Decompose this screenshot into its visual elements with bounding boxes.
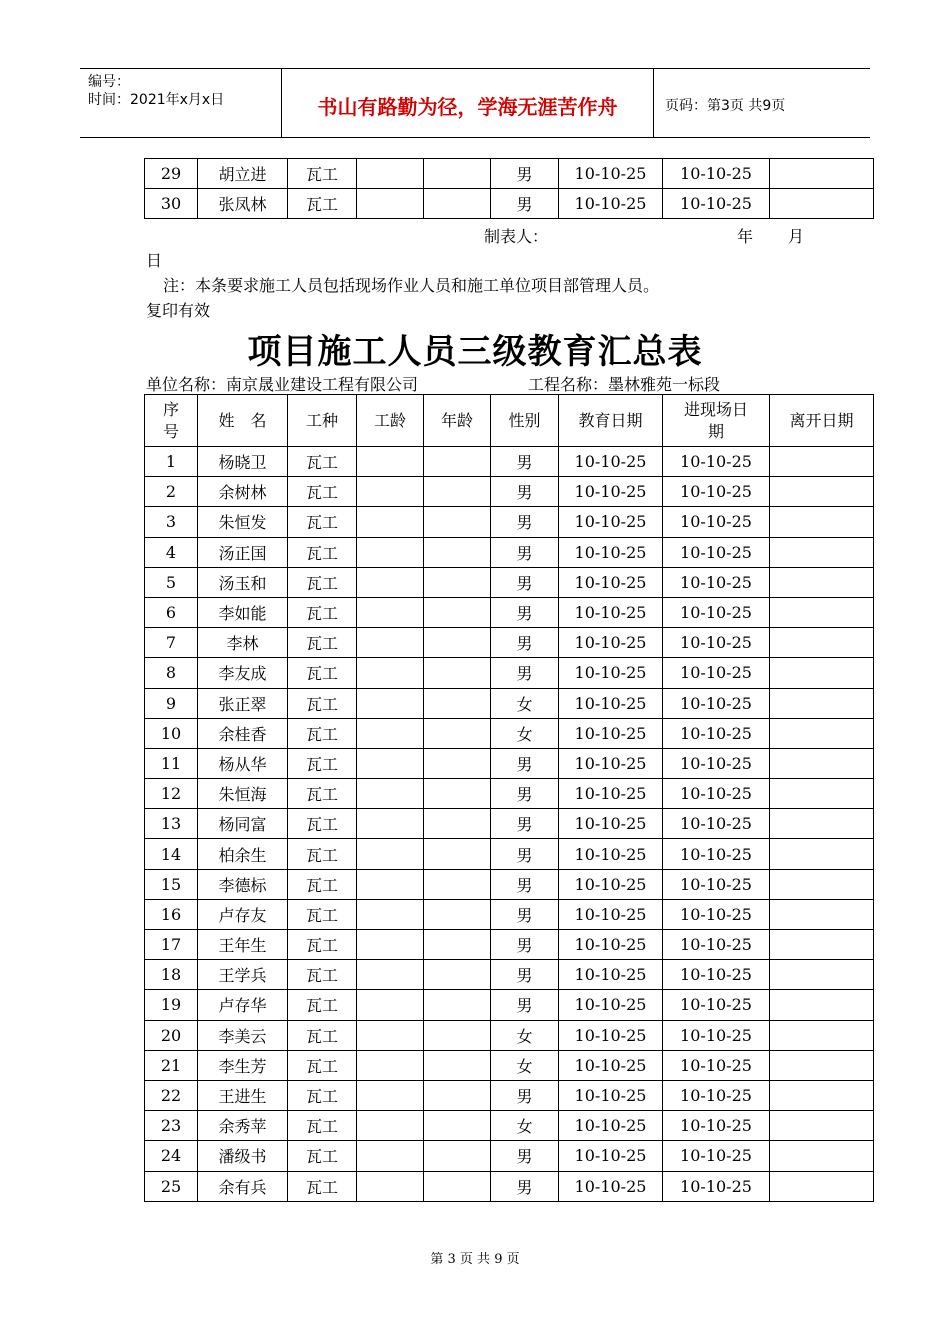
table-cell — [357, 688, 424, 718]
table-cell: 10-10-25 — [559, 628, 663, 658]
table-cell: 10-10-25 — [663, 960, 770, 990]
table-cell: 瓦工 — [288, 990, 357, 1020]
table-cell: 瓦工 — [288, 1171, 357, 1201]
table-cell: 男 — [491, 869, 559, 899]
table-cell: 10-10-25 — [559, 718, 663, 748]
table-cell: 朱恒发 — [198, 507, 288, 537]
table-cell: 男 — [491, 537, 559, 567]
table-cell: 男 — [491, 899, 559, 929]
table-cell: 男 — [491, 1171, 559, 1201]
column-header: 进现场日期 — [663, 395, 770, 447]
table-cell: 17 — [145, 930, 198, 960]
table-cell — [770, 159, 874, 189]
table-cell: 瓦工 — [288, 159, 357, 189]
table-cell: 10-10-25 — [559, 779, 663, 809]
column-header: 年龄 — [424, 395, 491, 447]
table-cell: 男 — [491, 658, 559, 688]
table-cell: 10-10-25 — [663, 1020, 770, 1050]
table-cell: 10-10-25 — [663, 597, 770, 627]
table-cell: 16 — [145, 899, 198, 929]
table-cell: 瓦工 — [288, 1050, 357, 1080]
table-cell: 10-10-25 — [559, 1171, 663, 1201]
table-cell — [424, 1141, 491, 1171]
table-cell — [424, 1171, 491, 1201]
table-cell — [424, 537, 491, 567]
table-cell: 男 — [491, 507, 559, 537]
table-row — [145, 688, 874, 718]
table-cell: 瓦工 — [288, 899, 357, 929]
table-cell — [424, 990, 491, 1020]
table-cell: 10-10-25 — [559, 930, 663, 960]
table-cell — [357, 1080, 424, 1110]
table-cell — [424, 507, 491, 537]
table-cell — [424, 930, 491, 960]
table-row — [145, 718, 874, 748]
table-cell: 瓦工 — [288, 628, 357, 658]
table-row — [145, 658, 874, 688]
table-cell: 10-10-25 — [663, 839, 770, 869]
table-row — [145, 809, 874, 839]
table-row — [145, 1020, 874, 1050]
table-cell — [770, 567, 874, 597]
table-cell: 李美云 — [198, 1020, 288, 1050]
table-cell: 瓦工 — [288, 930, 357, 960]
table-cell: 李林 — [198, 628, 288, 658]
table-cell: 瓦工 — [288, 839, 357, 869]
education-summary-table — [144, 394, 874, 1202]
table-cell: 10-10-25 — [663, 1111, 770, 1141]
table-cell: 29 — [145, 159, 198, 189]
page-header — [80, 68, 870, 138]
table-cell: 10-10-25 — [663, 930, 770, 960]
table-cell: 10-10-25 — [559, 869, 663, 899]
table-cell — [357, 567, 424, 597]
project-name: 工程名称：墨林雅苑一标段 — [528, 375, 721, 394]
column-header: 性别 — [491, 395, 559, 447]
table-cell: 男 — [491, 567, 559, 597]
header-page-number: 页码：第3页 共9页 — [665, 98, 786, 114]
table-cell: 23 — [145, 1111, 198, 1141]
table-cell: 10-10-25 — [559, 567, 663, 597]
table-cell: 10-10-25 — [559, 809, 663, 839]
column-header: 离开日期 — [770, 395, 874, 447]
table-cell: 李德标 — [198, 869, 288, 899]
table-cell — [357, 930, 424, 960]
table-row — [145, 899, 874, 929]
table-cell: 10-10-25 — [559, 1050, 663, 1080]
table-cell: 瓦工 — [288, 1111, 357, 1141]
table-cell: 3 — [145, 507, 198, 537]
table-row — [145, 507, 874, 537]
table-cell: 10-10-25 — [559, 899, 663, 929]
table-cell — [357, 990, 424, 1020]
table-cell — [357, 718, 424, 748]
table-cell: 10-10-25 — [663, 869, 770, 899]
column-header: 教育日期 — [559, 395, 663, 447]
table-cell: 6 — [145, 597, 198, 627]
table-cell: 瓦工 — [288, 779, 357, 809]
table-row — [145, 1141, 874, 1171]
table-cell: 10-10-25 — [559, 159, 663, 189]
table-cell — [424, 1050, 491, 1080]
table-cell — [770, 447, 874, 477]
table-cell — [357, 477, 424, 507]
table-cell — [357, 869, 424, 899]
table-cell: 朱恒海 — [198, 779, 288, 809]
table-cell — [424, 658, 491, 688]
table-row — [145, 990, 874, 1020]
table-cell: 19 — [145, 990, 198, 1020]
table-cell — [424, 899, 491, 929]
table-cell: 潘级书 — [198, 1141, 288, 1171]
preparer-label: 制表人： — [484, 227, 549, 246]
table-cell — [770, 899, 874, 929]
table-cell — [770, 779, 874, 809]
table-cell: 瓦工 — [288, 960, 357, 990]
table-cell — [770, 477, 874, 507]
table-cell: 杨晓卫 — [198, 447, 288, 477]
table-cell: 男 — [491, 748, 559, 778]
table-cell: 王学兵 — [198, 960, 288, 990]
table-header-row — [145, 395, 874, 447]
table-cell — [424, 718, 491, 748]
table-row — [145, 869, 874, 899]
table-cell: 余秀苹 — [198, 1111, 288, 1141]
table-cell: 22 — [145, 1080, 198, 1110]
table-cell: 10-10-25 — [663, 507, 770, 537]
table-cell: 汤正国 — [198, 537, 288, 567]
table-row — [145, 447, 874, 477]
table-cell: 25 — [145, 1171, 198, 1201]
table-cell: 10-10-25 — [663, 1050, 770, 1080]
table-row — [145, 597, 874, 627]
table-cell: 10-10-25 — [559, 748, 663, 778]
table-cell: 男 — [491, 477, 559, 507]
table-cell — [357, 628, 424, 658]
table-cell — [357, 809, 424, 839]
table-row — [145, 960, 874, 990]
table-cell — [424, 960, 491, 990]
table-cell: 30 — [145, 189, 198, 219]
table-cell — [357, 597, 424, 627]
table-cell: 10-10-25 — [663, 1080, 770, 1110]
table-cell — [770, 990, 874, 1020]
table-row — [145, 1080, 874, 1110]
table-cell: 杨同富 — [198, 809, 288, 839]
table-row — [145, 1111, 874, 1141]
table-cell: 11 — [145, 748, 198, 778]
table-cell — [357, 507, 424, 537]
table-cell: 20 — [145, 1020, 198, 1050]
table-cell: 10-10-25 — [559, 507, 663, 537]
table-cell — [770, 718, 874, 748]
table-cell — [770, 189, 874, 219]
table-cell: 10-10-25 — [663, 658, 770, 688]
table-row — [145, 779, 874, 809]
table-row — [145, 930, 874, 960]
header-meta — [80, 69, 282, 137]
table-cell — [770, 930, 874, 960]
table-cell: 张正翠 — [198, 688, 288, 718]
table-cell: 女 — [491, 1111, 559, 1141]
table-cell — [424, 189, 491, 219]
table-cell: 男 — [491, 779, 559, 809]
table-cell — [357, 537, 424, 567]
table-cell: 10-10-25 — [663, 447, 770, 477]
table-cell: 1 — [145, 447, 198, 477]
table-cell — [770, 1171, 874, 1201]
table-cell: 10-10-25 — [559, 447, 663, 477]
table-cell — [424, 839, 491, 869]
table-cell: 10-10-25 — [663, 628, 770, 658]
header-motto: 书山有路勤为径，学海无涯苦作舟 — [282, 69, 654, 137]
table-cell: 女 — [491, 1050, 559, 1080]
table-cell: 瓦工 — [288, 189, 357, 219]
table-cell — [357, 779, 424, 809]
table-cell: 瓦工 — [288, 597, 357, 627]
preparer-day: 日 — [146, 251, 163, 270]
column-header: 工种 — [288, 395, 357, 447]
table-cell: 10-10-25 — [559, 537, 663, 567]
table-cell — [357, 1050, 424, 1080]
document-time: 时间：2021年x月x日 — [88, 92, 225, 108]
table-cell: 10-10-25 — [663, 779, 770, 809]
table-cell: 15 — [145, 869, 198, 899]
continuation-table — [144, 158, 874, 219]
table-cell — [770, 628, 874, 658]
table-cell — [770, 839, 874, 869]
table-cell — [770, 748, 874, 778]
column-header: 序号 — [145, 395, 198, 447]
table-cell: 王年生 — [198, 930, 288, 960]
table-row — [145, 1171, 874, 1201]
table-cell: 男 — [491, 839, 559, 869]
table-cell: 张凤林 — [198, 189, 288, 219]
table-cell: 10-10-25 — [559, 1080, 663, 1110]
table-cell: 10-10-25 — [663, 1171, 770, 1201]
table-cell — [424, 159, 491, 189]
table-cell: 余桂香 — [198, 718, 288, 748]
table-cell — [424, 567, 491, 597]
table-cell: 10-10-25 — [663, 990, 770, 1020]
table-cell: 8 — [145, 658, 198, 688]
table-cell: 10-10-25 — [663, 567, 770, 597]
table-cell: 瓦工 — [288, 748, 357, 778]
table-cell: 10-10-25 — [559, 990, 663, 1020]
table-cell: 10-10-25 — [559, 1141, 663, 1171]
table-cell — [357, 1141, 424, 1171]
table-cell — [424, 1020, 491, 1050]
table-cell — [770, 537, 874, 567]
table-cell — [770, 960, 874, 990]
table-cell: 卢存华 — [198, 990, 288, 1020]
table-cell: 10-10-25 — [663, 537, 770, 567]
page-footer: 第 3 页 共 9 页 — [430, 1252, 520, 1267]
table-cell: 男 — [491, 990, 559, 1020]
table-cell: 瓦工 — [288, 658, 357, 688]
table-cell — [424, 628, 491, 658]
table-cell: 10-10-25 — [559, 839, 663, 869]
table-cell: 女 — [491, 688, 559, 718]
table-row — [145, 839, 874, 869]
table-cell: 男 — [491, 960, 559, 990]
table-cell: 10-10-25 — [559, 688, 663, 718]
table-cell: 男 — [491, 189, 559, 219]
table-cell — [357, 1111, 424, 1141]
table-cell: 瓦工 — [288, 1141, 357, 1171]
note-text: 注：本条要求施工人员包括现场作业人员和施工单位项目部管理人员。 — [163, 276, 660, 295]
table-cell: 杨从华 — [198, 748, 288, 778]
table-cell: 男 — [491, 159, 559, 189]
table-cell: 余有兵 — [198, 1171, 288, 1201]
table-cell — [424, 477, 491, 507]
table-cell: 10-10-25 — [663, 809, 770, 839]
table-cell — [770, 658, 874, 688]
table-cell: 10-10-25 — [663, 189, 770, 219]
table-cell: 12 — [145, 779, 198, 809]
table-cell: 男 — [491, 930, 559, 960]
table-cell: 王进生 — [198, 1080, 288, 1110]
table-cell: 瓦工 — [288, 507, 357, 537]
table-cell: 24 — [145, 1141, 198, 1171]
table-cell: 10-10-25 — [663, 718, 770, 748]
table-cell — [424, 779, 491, 809]
table-cell: 胡立进 — [198, 159, 288, 189]
table-cell — [357, 1020, 424, 1050]
table-cell: 10-10-25 — [559, 1020, 663, 1050]
table-cell: 男 — [491, 597, 559, 627]
table-cell: 10-10-25 — [663, 477, 770, 507]
table-cell — [424, 1080, 491, 1110]
table-cell: 瓦工 — [288, 718, 357, 748]
table-cell — [770, 507, 874, 537]
table-cell — [357, 839, 424, 869]
table-cell — [357, 899, 424, 929]
table-cell: 瓦工 — [288, 1080, 357, 1110]
table-cell: 男 — [491, 1141, 559, 1171]
table-cell: 瓦工 — [288, 477, 357, 507]
preparer-month: 月 — [788, 227, 805, 246]
table-cell: 7 — [145, 628, 198, 658]
table-cell: 余树林 — [198, 477, 288, 507]
table-row — [145, 537, 874, 567]
table-cell — [770, 1080, 874, 1110]
table-cell — [357, 1171, 424, 1201]
table-cell — [357, 960, 424, 990]
table-cell: 李友成 — [198, 658, 288, 688]
table-cell: 18 — [145, 960, 198, 990]
table-cell: 10-10-25 — [559, 189, 663, 219]
table-cell: 卢存友 — [198, 899, 288, 929]
table-cell — [424, 1111, 491, 1141]
table-cell: 瓦工 — [288, 809, 357, 839]
table-cell: 10-10-25 — [663, 748, 770, 778]
table-cell: 21 — [145, 1050, 198, 1080]
table-cell — [770, 869, 874, 899]
table-row — [145, 628, 874, 658]
preparer-year: 年 — [737, 227, 754, 246]
table-cell — [424, 447, 491, 477]
table-cell — [357, 748, 424, 778]
table-cell: 男 — [491, 447, 559, 477]
table-cell — [770, 688, 874, 718]
table-cell: 女 — [491, 1020, 559, 1050]
table-cell: 10-10-25 — [559, 597, 663, 627]
table-cell — [357, 658, 424, 688]
table-row — [145, 567, 874, 597]
table-cell — [424, 809, 491, 839]
table-cell: 10-10-25 — [663, 688, 770, 718]
table-cell: 汤玉和 — [198, 567, 288, 597]
table-cell: 10-10-25 — [663, 899, 770, 929]
table-cell — [357, 447, 424, 477]
table-cell: 男 — [491, 809, 559, 839]
table-cell: 2 — [145, 477, 198, 507]
table-cell: 10 — [145, 718, 198, 748]
table-cell: 14 — [145, 839, 198, 869]
table-cell: 瓦工 — [288, 447, 357, 477]
table-cell — [770, 809, 874, 839]
table-cell: 瓦工 — [288, 869, 357, 899]
table-row — [145, 189, 874, 219]
table-cell — [357, 159, 424, 189]
document-number: 编号： — [88, 74, 130, 90]
column-header: 工龄 — [357, 395, 424, 447]
table-cell: 4 — [145, 537, 198, 567]
table-cell: 李如能 — [198, 597, 288, 627]
table-row — [145, 1050, 874, 1080]
table-cell — [770, 1141, 874, 1171]
table-row — [145, 159, 874, 189]
table-cell: 女 — [491, 718, 559, 748]
table-cell — [357, 189, 424, 219]
table-cell — [424, 597, 491, 627]
table-cell: 13 — [145, 809, 198, 839]
table-cell: 10-10-25 — [559, 960, 663, 990]
table-cell: 10-10-25 — [663, 159, 770, 189]
table-cell — [424, 748, 491, 778]
column-header: 姓 名 — [198, 395, 288, 447]
table-row — [145, 748, 874, 778]
table-cell: 10-10-25 — [559, 477, 663, 507]
table-cell — [770, 1111, 874, 1141]
table-cell: 10-10-25 — [559, 658, 663, 688]
table-cell — [770, 597, 874, 627]
table-cell: 9 — [145, 688, 198, 718]
table-cell — [424, 869, 491, 899]
table-cell: 瓦工 — [288, 688, 357, 718]
table-cell: 瓦工 — [288, 567, 357, 597]
unit-name: 单位名称：南京晟业建设工程有限公司 — [146, 375, 419, 394]
table-row — [145, 477, 874, 507]
table-cell — [424, 688, 491, 718]
table-cell — [770, 1020, 874, 1050]
table-cell: 10-10-25 — [663, 1141, 770, 1171]
table-cell: 瓦工 — [288, 1020, 357, 1050]
table-cell — [770, 1050, 874, 1080]
table-cell: 10-10-25 — [559, 1111, 663, 1141]
copy-valid-text: 复印有效 — [146, 301, 211, 320]
page-title: 项目施工人员三级教育汇总表 — [247, 332, 703, 372]
table-cell: 男 — [491, 1080, 559, 1110]
table-cell: 瓦工 — [288, 537, 357, 567]
table-cell: 李生芳 — [198, 1050, 288, 1080]
table-cell: 男 — [491, 628, 559, 658]
table-cell: 5 — [145, 567, 198, 597]
table-cell: 柏余生 — [198, 839, 288, 869]
